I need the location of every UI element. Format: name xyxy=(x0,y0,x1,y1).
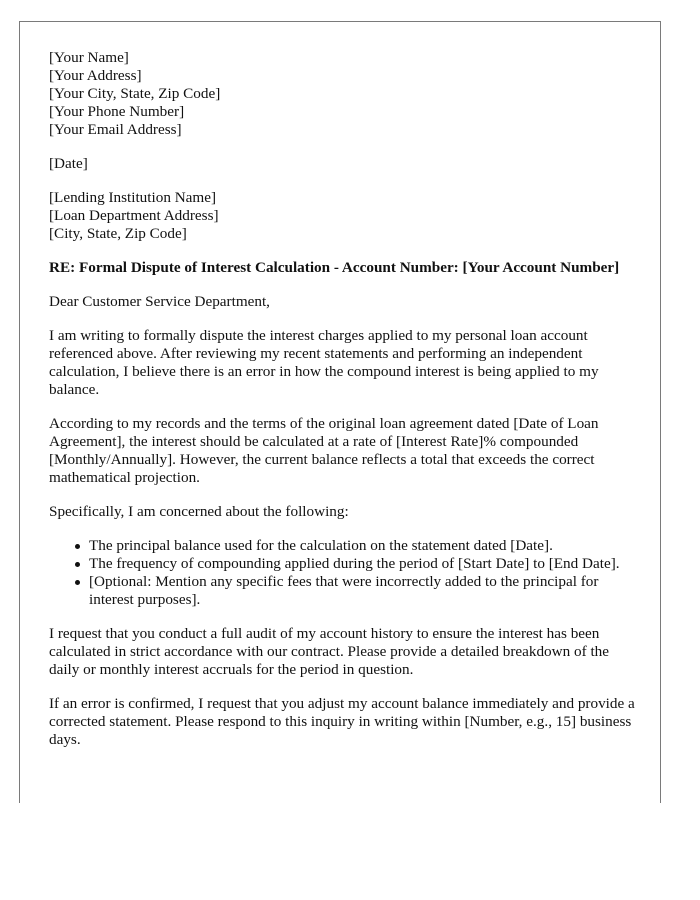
paragraph-correction-request: If an error is confirmed, I request that you adjust my account balance immediately and provide a corrected statement. Please respond to this inquiry in writing within [Number, e.g., 15] business days. xyxy=(49,695,635,748)
sender-name: [Your Name] xyxy=(49,49,129,66)
letter-body xyxy=(49,49,637,749)
salutation: Dear Customer Service Department, xyxy=(49,293,270,310)
recipient-institution: [Lending Institution Name] xyxy=(49,189,217,206)
sender-block xyxy=(49,49,637,139)
letter-page xyxy=(19,21,661,803)
paragraph-audit-request: I request that you conduct a full audit of my account history to ensure the interest has been calculated in strict accordance with our contract. Please provide a detailed breakdown of the daily or monthly interest accruals for the period in question. xyxy=(49,625,610,678)
list-item: [Optional: Mention any specific fees that were incorrectly added to the principal for interest purposes]. xyxy=(89,573,637,609)
sender-email: [Your Email Address] xyxy=(49,121,182,138)
sender-city-state-zip: [Your City, State, Zip Code] xyxy=(49,85,221,102)
concerns-list xyxy=(49,537,637,609)
recipient-block xyxy=(49,189,637,243)
sender-phone: [Your Phone Number] xyxy=(49,103,185,120)
letter-date: [Date] xyxy=(49,155,88,172)
date-block xyxy=(49,155,637,173)
paragraph-concerns-lead: Specifically, I am concerned about the following: xyxy=(49,503,349,520)
list-item: The principal balance used for the calculation on the statement dated [Date]. xyxy=(89,537,637,555)
recipient-department-address: [Loan Department Address] xyxy=(49,207,219,224)
sender-address: [Your Address] xyxy=(49,67,142,84)
list-item: The frequency of compounding applied during the period of [Start Date] to [End Date]. xyxy=(89,555,637,573)
recipient-city-state-zip: [City, State, Zip Code] xyxy=(49,225,187,242)
subject-line: RE: Formal Dispute of Interest Calculation - Account Number: [Your Account Number] xyxy=(49,259,620,276)
paragraph-agreement: According to my records and the terms of the original loan agreement dated [Date of Loan Agreement], the interest should be calculated at a rate of [Interest Rate]% compounded [Monthly/Annually]. However, the current balance reflects a total that exceeds the correct mathematical projection. xyxy=(49,415,599,486)
paragraph-intro: I am writing to formally dispute the interest charges applied to my personal loan account referenced above. After reviewing my recent statements and performing an independent calculation, I believe there is an error in how the compound interest is being applied to my balance. xyxy=(49,327,599,398)
